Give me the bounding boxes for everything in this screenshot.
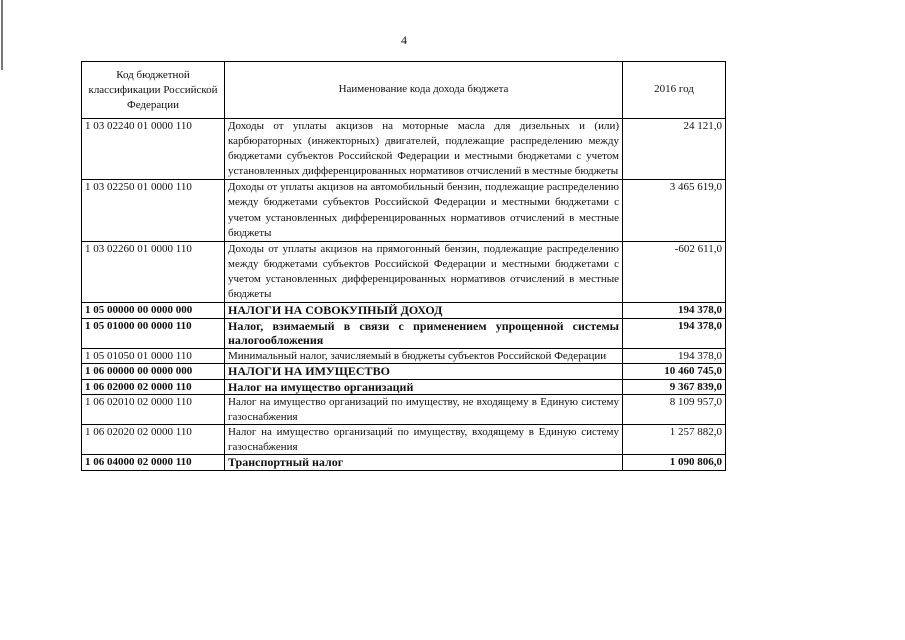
header-name: Наименование кода дохода бюджета	[225, 62, 623, 119]
code-cell: 1 05 00000 00 0000 000	[82, 303, 225, 319]
code-cell: 1 06 00000 00 0000 000	[82, 364, 225, 380]
name-cell: Доходы от уплаты акцизов на автомобильный бензин, подлежащие распределению между бюджетами субъектов Российской Федерации и местными бюджетами с учетом установленных дифференцированных нормативов отчислений в местные бюджеты	[225, 180, 623, 241]
amount-cell: 1 257 882,0	[623, 425, 726, 455]
table-row	[82, 180, 726, 241]
table-row	[82, 379, 726, 395]
table-row	[82, 455, 726, 471]
code-cell: 1 03 02260 01 0000 110	[82, 241, 225, 302]
amount-cell: 9 367 839,0	[623, 379, 726, 395]
name-cell: Налог, взимаемый в связи с применением упрощенной системы налогообложения	[225, 318, 623, 348]
table-row	[82, 364, 726, 380]
page-number: 4	[401, 33, 407, 47]
code-cell: 1 03 02240 01 0000 110	[82, 119, 225, 180]
amount-cell: 194 378,0	[623, 348, 726, 364]
name-cell: Налог на имущество организаций	[225, 379, 623, 395]
amount-cell: 8 109 957,0	[623, 395, 726, 425]
name-cell: Налог на имущество организаций по имуществу, не входящему в Единую систему газоснабжения	[225, 395, 623, 425]
table-row	[82, 241, 726, 302]
name-cell: Доходы от уплаты акцизов на моторные масла для дизельных и (или) карбюраторных (инжекторных) двигателей, подлежащие распределению между бюджетами субъектов Российской Федерации и местными бюджетами с учетом установленных дифференцированных нормативов отчислений в местные бюджеты	[225, 119, 623, 180]
amount-cell: 1 090 806,0	[623, 455, 726, 471]
name-cell: Минимальный налог, зачисляемый в бюджеты субъектов Российской Федерации	[225, 348, 623, 364]
code-cell: 1 06 02000 02 0000 110	[82, 379, 225, 395]
name-cell: Доходы от уплаты акцизов на прямогонный бензин, подлежащие распределению между бюджетами субъектов Российской Федерации и местными бюджетами с учетом установленных дифференцированных нормативов отчислений в местные бюджеты	[225, 241, 623, 302]
amount-cell: 24 121,0	[623, 119, 726, 180]
name-cell: Транспортный налог	[225, 455, 623, 471]
amount-cell: 194 378,0	[623, 303, 726, 319]
table-row	[82, 395, 726, 425]
code-cell: 1 05 01000 00 0000 110	[82, 318, 225, 348]
code-cell: 1 06 04000 02 0000 110	[82, 455, 225, 471]
code-cell: 1 03 02250 01 0000 110	[82, 180, 225, 241]
header-code: Код бюджетной классификации Российской Федерации	[82, 62, 225, 119]
code-cell: 1 06 02020 02 0000 110	[82, 425, 225, 455]
table-header-row	[82, 62, 726, 119]
name-cell: НАЛОГИ НА СОВОКУПНЫЙ ДОХОД	[225, 303, 623, 319]
name-cell: Налог на имущество организаций по имуществу, входящему в Единую систему газоснабжения	[225, 425, 623, 455]
table-row	[82, 318, 726, 348]
amount-cell: 194 378,0	[623, 318, 726, 348]
amount-cell: 10 460 745,0	[623, 364, 726, 380]
code-cell: 1 05 01050 01 0000 110	[82, 348, 225, 364]
table-row	[82, 119, 726, 180]
header-year: 2016 год	[623, 62, 726, 119]
table-row	[82, 303, 726, 319]
table-row	[82, 425, 726, 455]
table-row	[82, 348, 726, 364]
code-cell: 1 06 02010 02 0000 110	[82, 395, 225, 425]
name-cell: НАЛОГИ НА ИМУЩЕСТВО	[225, 364, 623, 380]
amount-cell: -602 611,0	[623, 241, 726, 302]
budget-revenue-table	[81, 61, 726, 471]
amount-cell: 3 465 619,0	[623, 180, 726, 241]
